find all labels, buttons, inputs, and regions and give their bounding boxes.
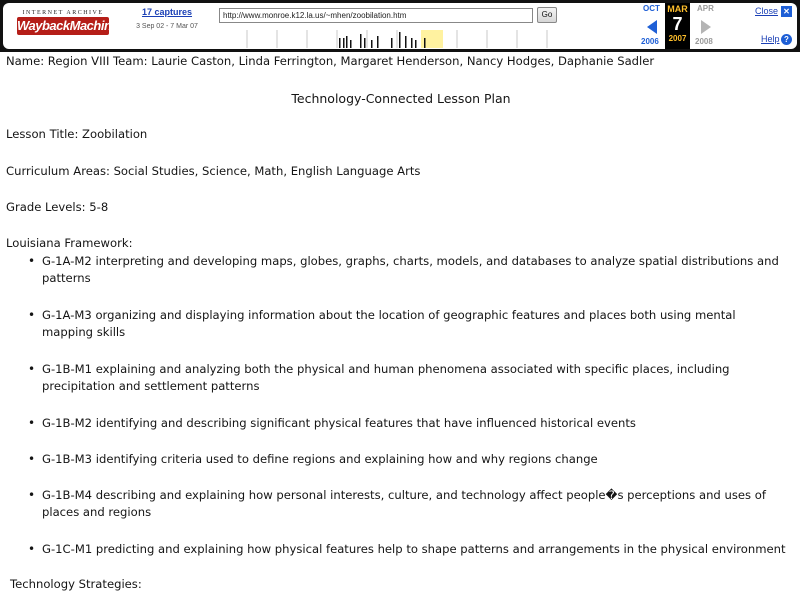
- list-item-text: G-1B-M3 identifying criteria used to define regions and explaining how and why regions change: [42, 452, 598, 466]
- go-button[interactable]: Go: [537, 7, 557, 23]
- curriculum-areas: Curriculum Areas: Social Studies, Science, Math, English Language Arts: [6, 164, 421, 178]
- captures-date-range: 3 Sep 02 - 7 Mar 07: [136, 23, 198, 30]
- list-item: [28, 451, 788, 468]
- list-item-text: G-1B-M2 identifying and describing significant physical features that have influenced historical events: [42, 416, 636, 430]
- list-item-text: G-1A-M3 organizing and displaying information about the location of geographic features and places both using mental mapping skills: [42, 308, 736, 339]
- prev-month-link[interactable]: OCT: [643, 4, 660, 13]
- current-capture-date: [665, 3, 690, 49]
- lesson-title: Lesson Title: Zoobilation: [6, 127, 148, 141]
- team-line: Name: Region VIII Team: Laurie Caston, Linda Ferrington, Margaret Henderson, Nancy Hodges, Daphanie Sadler: [6, 54, 655, 68]
- current-month: MAR: [667, 4, 688, 14]
- bullet-icon: •: [28, 542, 36, 556]
- next-month-label: APR: [697, 4, 714, 13]
- url-input[interactable]: http://www.monroe.k12.la.us/~mhen/zoobilation.htm: [219, 8, 533, 23]
- framework-heading: Louisiana Framework:: [6, 236, 133, 250]
- wayback-logo[interactable]: [17, 10, 119, 35]
- logo-internet-archive-text: INTERNET ARCHIVE: [22, 10, 104, 16]
- help-link[interactable]: Help: [761, 34, 780, 44]
- logo-wayback-text: WaybackMachine: [17, 18, 119, 33]
- next-capture-arrow-icon: [701, 20, 711, 34]
- wayback-toolbar-panel: [3, 3, 797, 49]
- captures-link[interactable]: 17 captures: [141, 7, 193, 17]
- prev-year-link[interactable]: 2006: [641, 37, 659, 46]
- list-item-text: G-1B-M4 describing and explaining how personal interests, culture, and technology affect people�s perceptions and uses of places and regions: [42, 488, 766, 519]
- list-item: [28, 487, 788, 521]
- list-item: [28, 415, 788, 432]
- list-item: [28, 541, 788, 558]
- bullet-icon: •: [28, 254, 36, 268]
- list-item: [28, 253, 788, 287]
- page-title: Technology-Connected Lesson Plan: [291, 91, 511, 106]
- current-day: 7: [672, 14, 683, 34]
- capture-sparkline[interactable]: [219, 28, 559, 48]
- bullet-icon: •: [28, 452, 36, 466]
- wayback-toolbar: [0, 0, 800, 52]
- list-item-text: G-1B-M1 explaining and analyzing both the physical and human phenomena associated with specific places, including precipitation and settlement patterns: [42, 362, 730, 393]
- list-item: [28, 361, 788, 395]
- list-item-text: G-1A-M2 interpreting and developing maps, globes, graphs, charts, models, and databases to analyze spatial distributions and patterns: [42, 254, 779, 285]
- grade-levels: Grade Levels: 5-8: [6, 200, 109, 214]
- next-year-label: 2008: [695, 37, 713, 46]
- prev-capture-arrow-icon[interactable]: [647, 20, 657, 34]
- bullet-icon: •: [28, 362, 36, 376]
- technology-strategies-heading: Technology Strategies:: [10, 577, 142, 591]
- close-link[interactable]: Close: [755, 6, 779, 16]
- close-icon[interactable]: ✕: [781, 6, 792, 17]
- bullet-icon: •: [28, 488, 36, 502]
- help-icon[interactable]: ?: [781, 34, 792, 45]
- bullet-icon: •: [28, 416, 36, 430]
- bullet-icon: •: [28, 308, 36, 322]
- current-year: 2007: [668, 34, 687, 43]
- date-navigator: [635, 3, 725, 49]
- list-item-text: G-1C-M1 predicting and explaining how physical features help to shape patterns and arrangements in the physical environment: [42, 542, 786, 556]
- captures-info: [127, 7, 207, 30]
- list-item: [28, 307, 788, 341]
